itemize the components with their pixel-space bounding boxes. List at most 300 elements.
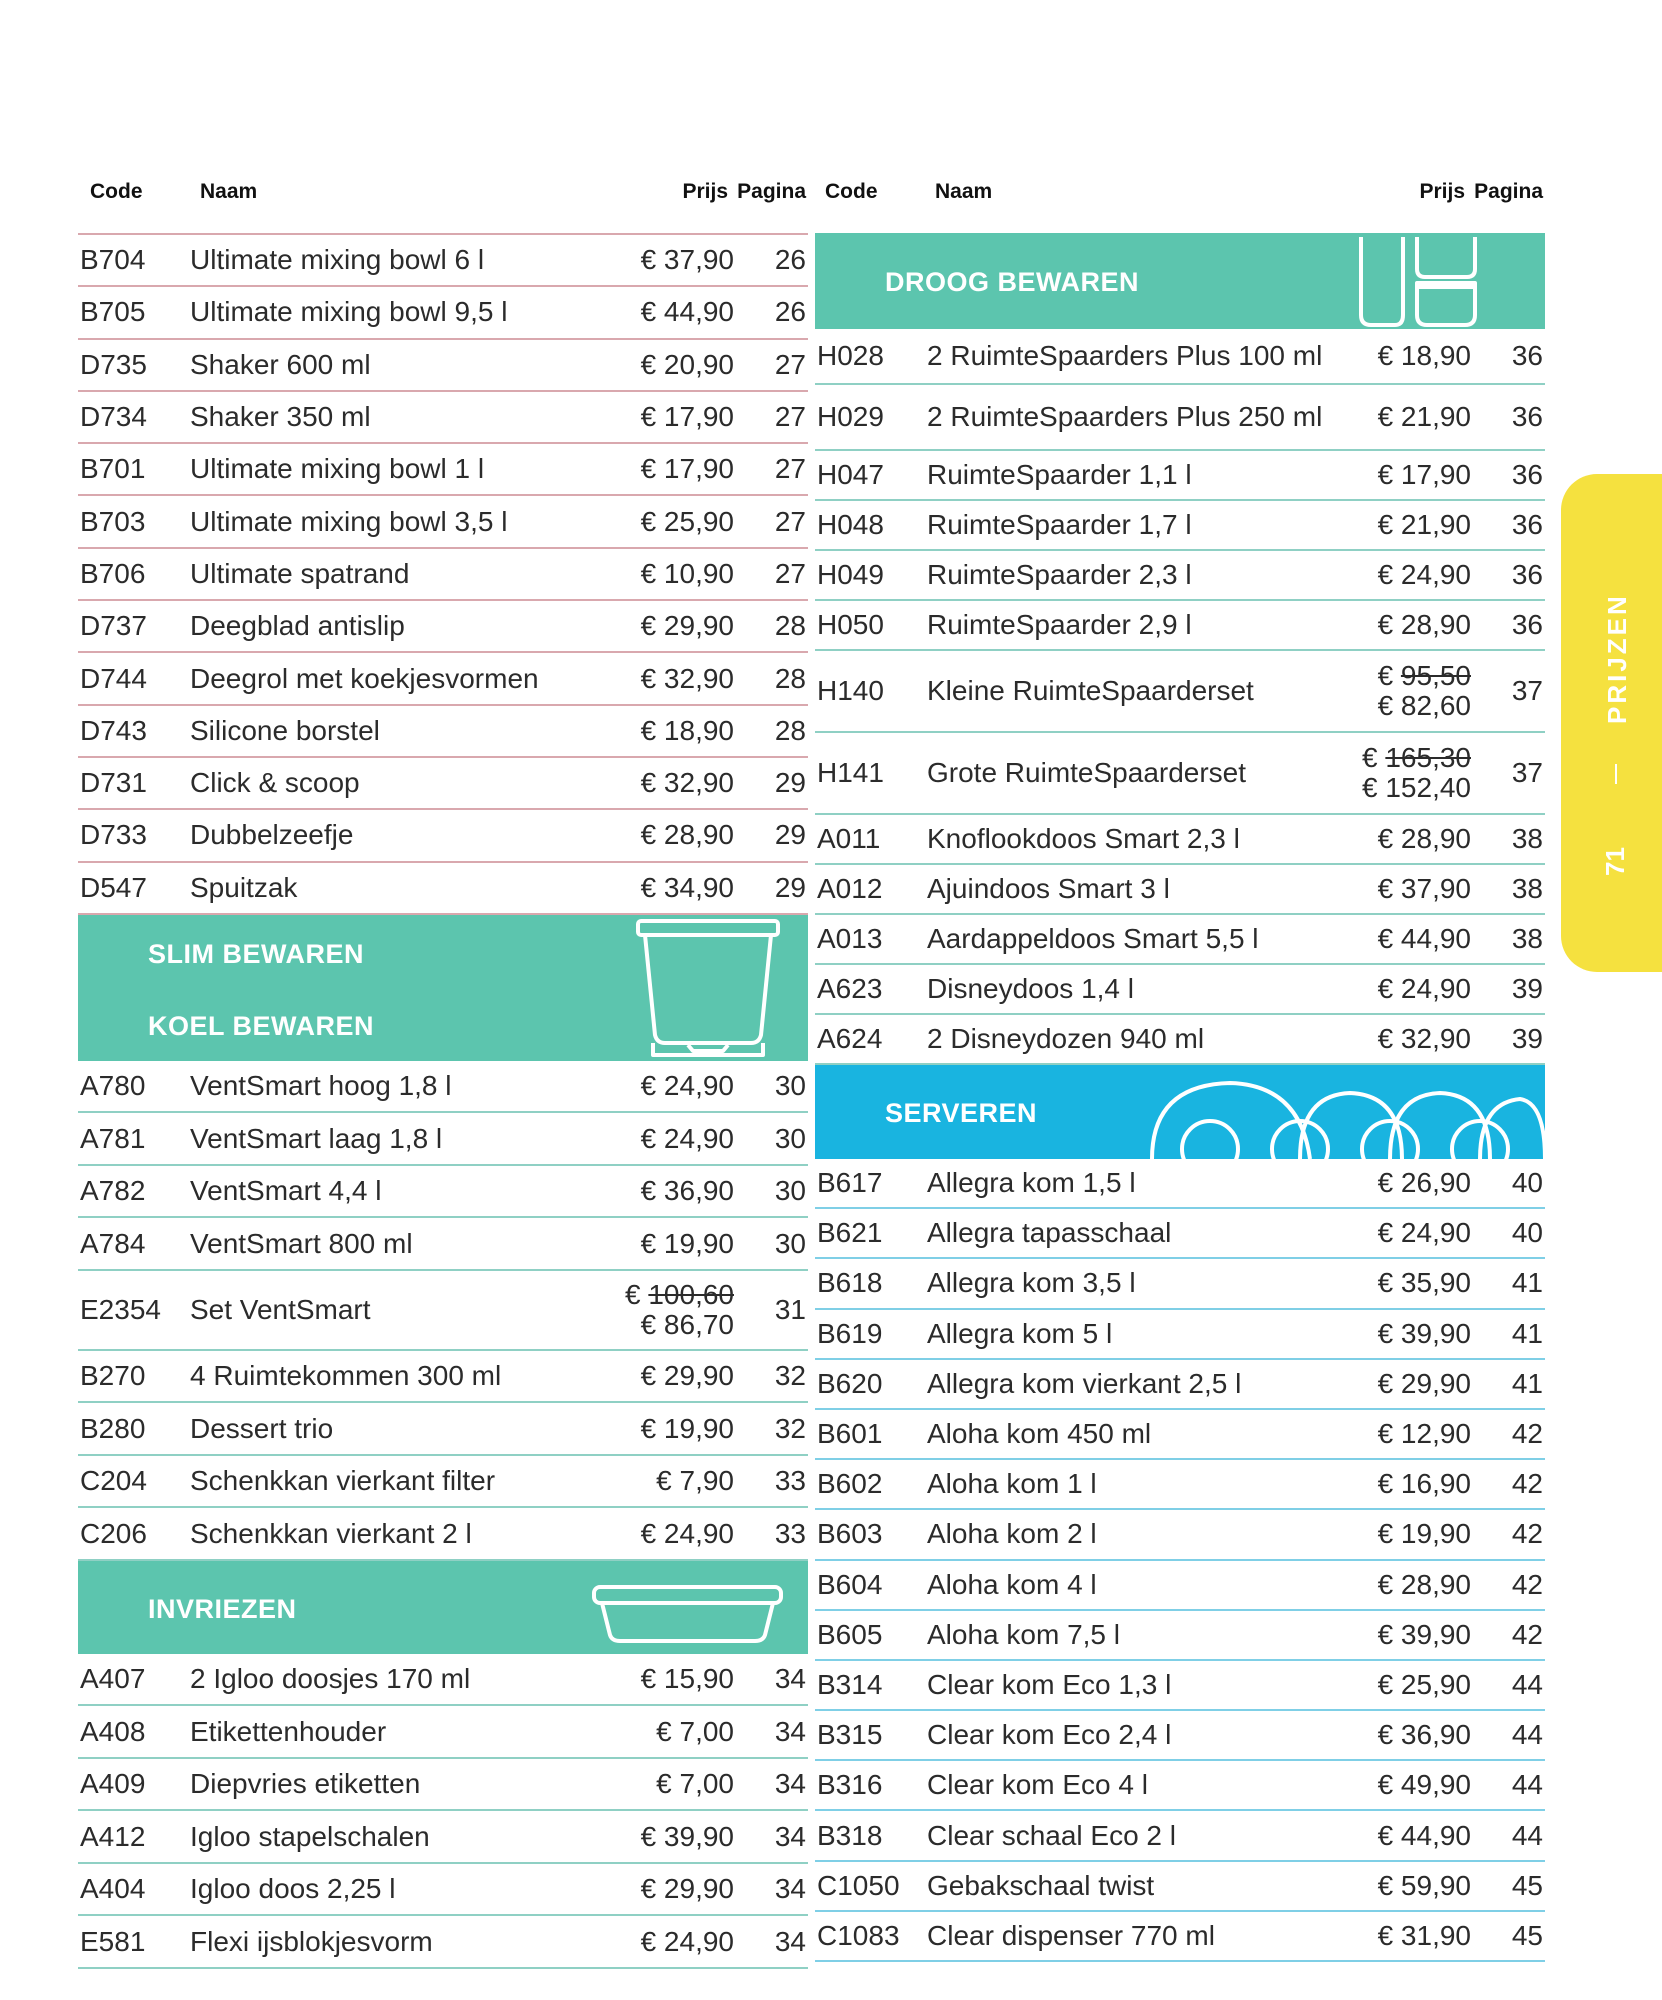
product-name: VentSmart 4,4 l — [190, 1175, 382, 1207]
product-name: Allegra kom vierkant 2,5 l — [927, 1367, 1242, 1399]
product-page: 31 — [774, 1293, 806, 1325]
product-price: € 18,90 — [1377, 340, 1471, 371]
product-price: € 24,90 — [640, 1122, 734, 1154]
product-code: B617 — [817, 1167, 883, 1199]
product-page: 26 — [774, 296, 806, 328]
table-row — [815, 1761, 1545, 1811]
product-name: Aloha kom 7,5 l — [927, 1618, 1120, 1650]
product-page: 38 — [1511, 923, 1543, 954]
product-code: H029 — [817, 401, 884, 432]
table-row — [815, 1661, 1545, 1711]
product-name: RuimteSpaarder 1,1 l — [927, 459, 1192, 490]
product-page: 36 — [1511, 509, 1543, 540]
product-code: D547 — [80, 871, 147, 903]
product-code: D743 — [80, 714, 147, 746]
table-row — [78, 1166, 808, 1219]
product-page: 34 — [774, 1715, 806, 1747]
product-page: 27 — [774, 453, 806, 485]
table-row — [815, 1561, 1545, 1611]
product-page: 29 — [774, 819, 806, 851]
product-name: 2 Disneydozen 940 ml — [927, 1023, 1205, 1054]
tab-label: PRIJZEN — [1602, 593, 1632, 724]
product-name: Gebakschaal twist — [927, 1869, 1155, 1901]
table-row — [815, 1259, 1545, 1309]
product-name: Clear kom Eco 1,3 l — [927, 1668, 1172, 1700]
product-page: 41 — [1511, 1267, 1543, 1299]
product-page: 29 — [774, 871, 806, 903]
product-price: € 26,90 — [1377, 1167, 1471, 1199]
product-code: B705 — [80, 296, 146, 328]
product-code: A781 — [80, 1122, 146, 1154]
product-code: B703 — [80, 505, 146, 537]
product-page: 27 — [774, 348, 806, 380]
product-code: E581 — [80, 1925, 146, 1957]
product-price: € 19,90 — [1377, 1518, 1471, 1550]
product-name: RuimteSpaarder 2,3 l — [927, 559, 1192, 590]
product-price: € 18,90 — [640, 714, 734, 746]
product-page: 27 — [774, 505, 806, 537]
product-name: Ultimate spatrand — [190, 557, 410, 589]
product-page: 27 — [774, 401, 806, 433]
product-price: € 39,90 — [640, 1820, 734, 1852]
product-code: B270 — [80, 1360, 146, 1392]
product-page: 26 — [774, 244, 806, 276]
section-invriezen — [78, 1561, 808, 1654]
product-page: 30 — [774, 1070, 806, 1102]
product-code: B620 — [817, 1367, 883, 1399]
product-price: € 21,90 — [1377, 401, 1471, 432]
section-title-invriezen: INVRIEZEN — [148, 1593, 297, 1624]
product-price: € 37,90 — [640, 244, 734, 276]
product-price: € 24,90 — [640, 1070, 734, 1102]
product-price: € 12,90 — [1377, 1418, 1471, 1450]
left-group-koel — [78, 1061, 808, 1561]
product-name: Deegrol met koekjesvormen — [190, 662, 539, 694]
product-code: A407 — [80, 1663, 146, 1695]
product-name: Clear kom Eco 4 l — [927, 1769, 1148, 1801]
product-price: € 17,90 — [640, 453, 734, 485]
product-price: € 7,00 — [656, 1715, 734, 1747]
product-name: Spuitzak — [190, 871, 298, 903]
product-code: C1083 — [817, 1919, 900, 1951]
product-name: Grote RuimteSpaarderset — [927, 757, 1247, 788]
product-name: Igloo doos 2,25 l — [190, 1873, 396, 1905]
product-page: 41 — [1511, 1317, 1543, 1349]
product-page: 30 — [774, 1175, 806, 1207]
product-page: 33 — [774, 1465, 806, 1497]
header-code: Code — [90, 180, 143, 203]
table-row — [815, 1912, 1545, 1962]
product-price: € 29,90 — [640, 1360, 734, 1392]
product-code: D734 — [80, 401, 147, 433]
product-page: 30 — [774, 1122, 806, 1154]
product-code: C206 — [80, 1517, 147, 1549]
table-row — [815, 733, 1545, 815]
table-row — [815, 1209, 1545, 1259]
product-code: E2354 — [80, 1293, 161, 1325]
product-price: € 35,90 — [1377, 1267, 1471, 1299]
product-code: A412 — [80, 1820, 146, 1852]
product-name: Aloha kom 450 ml — [927, 1418, 1152, 1450]
product-code: B604 — [817, 1568, 883, 1600]
product-code: A623 — [817, 973, 883, 1004]
left-price-column — [78, 180, 808, 1969]
product-price: € 29,90 — [640, 1873, 734, 1905]
right-group-droog — [815, 329, 1545, 1065]
product-name: Kleine RuimteSpaarderset — [927, 675, 1254, 706]
product-name: VentSmart hoog 1,8 l — [190, 1070, 452, 1102]
product-code: B601 — [817, 1418, 883, 1450]
product-page: 44 — [1511, 1819, 1543, 1851]
table-row — [815, 1862, 1545, 1912]
product-page: 38 — [1511, 823, 1543, 854]
product-name: Aloha kom 1 l — [927, 1468, 1097, 1500]
table-row — [78, 1113, 808, 1166]
product-code: A408 — [80, 1715, 146, 1747]
product-name: Clear kom Eco 2,4 l — [927, 1719, 1172, 1751]
product-price: € 28,90 — [640, 819, 734, 851]
table-row — [78, 1456, 808, 1509]
product-code: B621 — [817, 1217, 883, 1249]
table-row — [815, 965, 1545, 1015]
table-row — [78, 706, 808, 758]
old-price-line: € 95,50 — [1377, 660, 1471, 691]
product-page: 32 — [774, 1412, 806, 1444]
product-page: 38 — [1511, 873, 1543, 904]
product-price — [625, 1280, 734, 1340]
header-prijs: Prijs — [682, 180, 728, 203]
table-row — [815, 1611, 1545, 1661]
table-row — [78, 863, 808, 915]
old-price-line: € 100,60 — [625, 1278, 734, 1310]
product-name: Diepvries etiketten — [190, 1768, 421, 1800]
table-row — [78, 1403, 808, 1456]
table-row — [815, 601, 1545, 651]
product-code: A782 — [80, 1175, 146, 1207]
product-price: € 39,90 — [1377, 1618, 1471, 1650]
tab-divider — [1615, 764, 1617, 784]
table-row — [78, 1218, 808, 1271]
product-page: 37 — [1511, 675, 1543, 706]
container-icon — [633, 917, 783, 1059]
product-price: € 21,90 — [1377, 509, 1471, 540]
product-page: 34 — [774, 1873, 806, 1905]
product-code: B603 — [817, 1518, 883, 1550]
product-page: 42 — [1511, 1418, 1543, 1450]
product-code: H050 — [817, 609, 884, 640]
old-price-line: € 165,30 — [1362, 742, 1471, 773]
product-code: A012 — [817, 873, 883, 904]
product-name: Ultimate mixing bowl 6 l — [190, 244, 485, 276]
product-name: Allegra tapasschaal — [927, 1217, 1172, 1249]
product-name: Disneydoos 1,4 l — [927, 973, 1135, 1004]
product-name: Click & scoop — [190, 767, 360, 799]
product-page: 41 — [1511, 1367, 1543, 1399]
header-code: Code — [825, 180, 878, 203]
table-row — [815, 1460, 1545, 1510]
product-page: 27 — [774, 557, 806, 589]
product-price: € 7,90 — [656, 1465, 734, 1497]
product-code: H049 — [817, 559, 884, 590]
table-row — [815, 1811, 1545, 1861]
product-code: A784 — [80, 1227, 146, 1259]
product-price: € 28,90 — [1377, 609, 1471, 640]
product-page: 36 — [1511, 559, 1543, 590]
product-price: € 16,90 — [1377, 1468, 1471, 1500]
product-code: B318 — [817, 1819, 883, 1851]
product-name: VentSmart laag 1,8 l — [190, 1122, 443, 1154]
table-row — [815, 815, 1545, 865]
product-code: A624 — [817, 1023, 883, 1054]
table-row — [78, 287, 808, 339]
product-code: B706 — [80, 557, 146, 589]
page-number: 71 — [1599, 847, 1630, 876]
product-price: € 28,90 — [1377, 823, 1471, 854]
product-price: € 24,90 — [1377, 1217, 1471, 1249]
product-price: € 44,90 — [1377, 923, 1471, 954]
product-name: Knoflookdoos Smart 2,3 l — [927, 823, 1240, 854]
product-page: 36 — [1511, 401, 1543, 432]
section-serveren — [815, 1065, 1545, 1159]
product-page: 30 — [774, 1227, 806, 1259]
product-code: D737 — [80, 610, 147, 642]
product-page: 44 — [1511, 1719, 1543, 1751]
product-name: Shaker 600 ml — [190, 348, 371, 380]
product-page: 36 — [1511, 340, 1543, 371]
product-price: € 37,90 — [1377, 873, 1471, 904]
product-page: 37 — [1511, 757, 1543, 788]
table-row — [815, 1360, 1545, 1410]
product-price: € 24,90 — [640, 1517, 734, 1549]
new-price: € 152,40 — [1362, 772, 1471, 803]
product-price: € 29,90 — [1377, 1367, 1471, 1399]
table-row — [78, 392, 808, 444]
table-row — [78, 1811, 808, 1864]
section-title-serveren: SERVEREN — [885, 1098, 1038, 1128]
table-row — [78, 1508, 808, 1561]
product-page: 44 — [1511, 1668, 1543, 1700]
table-row — [78, 340, 808, 392]
product-code: H141 — [817, 757, 884, 788]
product-page: 36 — [1511, 609, 1543, 640]
product-code: H140 — [817, 675, 884, 706]
product-name: Ultimate mixing bowl 9,5 l — [190, 296, 508, 328]
product-code: B605 — [817, 1618, 883, 1650]
table-row — [78, 1061, 808, 1114]
table-row — [78, 810, 808, 862]
section-title-koel: KOEL BEWAREN — [148, 1010, 375, 1041]
bowls-icon — [1150, 1073, 1545, 1159]
product-code: D733 — [80, 819, 147, 851]
product-price: € 44,90 — [1377, 1819, 1471, 1851]
product-code: D744 — [80, 662, 147, 694]
table-row — [78, 758, 808, 810]
product-page: 34 — [774, 1820, 806, 1852]
product-name: RuimteSpaarder 2,9 l — [927, 609, 1192, 640]
product-name: Schenkkan vierkant 2 l — [190, 1517, 472, 1549]
right-price-column — [815, 180, 1545, 1962]
product-page: 42 — [1511, 1468, 1543, 1500]
product-page: 39 — [1511, 973, 1543, 1004]
product-price: € 59,90 — [1377, 1869, 1471, 1901]
product-page: 34 — [774, 1663, 806, 1695]
product-page: 40 — [1511, 1217, 1543, 1249]
old-price: 165,30 — [1385, 742, 1471, 773]
side-tab — [1561, 474, 1662, 972]
product-price: € 17,90 — [1377, 459, 1471, 490]
product-code: A780 — [80, 1070, 146, 1102]
product-code: H047 — [817, 459, 884, 490]
table-row — [78, 653, 808, 705]
old-price: 100,60 — [648, 1278, 734, 1310]
header-pagina: Pagina — [1474, 180, 1543, 203]
product-name: Ultimate mixing bowl 1 l — [190, 453, 485, 485]
product-price — [1362, 743, 1471, 803]
table-row — [815, 501, 1545, 551]
product-code: C1050 — [817, 1869, 900, 1901]
new-price: € 86,70 — [640, 1308, 734, 1340]
product-name: 2 RuimteSpaarders Plus 250 ml — [927, 401, 1323, 432]
product-code: B619 — [817, 1317, 883, 1349]
product-page: 44 — [1511, 1769, 1543, 1801]
product-name: Dessert trio — [190, 1412, 334, 1444]
product-name: Ajuindoos Smart 3 l — [927, 873, 1170, 904]
product-name: Dubbelzeefje — [190, 819, 354, 851]
product-price — [1378, 661, 1471, 721]
product-code: H028 — [817, 340, 884, 371]
product-price: € 36,90 — [640, 1175, 734, 1207]
product-code: D731 — [80, 767, 147, 799]
table-row — [78, 1759, 808, 1812]
product-code: B315 — [817, 1719, 883, 1751]
product-name: Ultimate mixing bowl 3,5 l — [190, 505, 508, 537]
table-row — [78, 1706, 808, 1759]
product-name: Aloha kom 4 l — [927, 1568, 1097, 1600]
header-naam: Naam — [200, 180, 258, 203]
product-name: Igloo stapelschalen — [190, 1820, 430, 1852]
product-page: 36 — [1511, 459, 1543, 490]
section-title-slim: SLIM BEWAREN — [148, 938, 365, 969]
product-name: Deegblad antislip — [190, 610, 405, 642]
product-price: € 49,90 — [1377, 1769, 1471, 1801]
table-row — [815, 329, 1545, 385]
product-name: Allegra kom 1,5 l — [927, 1167, 1136, 1199]
product-name: RuimteSpaarder 1,7 l — [927, 509, 1192, 540]
product-price: € 29,90 — [640, 610, 734, 642]
product-page: 42 — [1511, 1568, 1543, 1600]
table-row — [815, 551, 1545, 601]
product-page: 28 — [774, 662, 806, 694]
product-page: 33 — [774, 1517, 806, 1549]
product-code: A011 — [817, 823, 881, 854]
product-code: B314 — [817, 1668, 883, 1700]
product-name: Clear schaal Eco 2 l — [927, 1819, 1177, 1851]
product-page: 32 — [774, 1360, 806, 1392]
product-page: 28 — [774, 714, 806, 746]
product-code: B618 — [817, 1267, 883, 1299]
product-page: 45 — [1511, 1919, 1543, 1951]
product-code: C204 — [80, 1465, 147, 1497]
product-code: A404 — [80, 1873, 146, 1905]
table-row — [78, 496, 808, 548]
product-price: € 28,90 — [1377, 1568, 1471, 1600]
table-row — [815, 451, 1545, 501]
table-row — [78, 549, 808, 601]
product-price: € 19,90 — [640, 1227, 734, 1259]
product-code: B701 — [80, 453, 146, 485]
table-row — [78, 235, 808, 287]
product-name: Aloha kom 2 l — [927, 1518, 1097, 1550]
table-row — [78, 1654, 808, 1707]
product-name: Clear dispenser 770 ml — [927, 1919, 1215, 1951]
product-code: A409 — [80, 1768, 146, 1800]
left-group-invriezen — [78, 1654, 808, 1969]
product-price: € 24,90 — [1377, 973, 1471, 1004]
header-prijs: Prijs — [1419, 180, 1465, 203]
product-code: A013 — [817, 923, 883, 954]
header-naam: Naam — [935, 180, 993, 203]
product-code: B316 — [817, 1769, 883, 1801]
table-row — [78, 1864, 808, 1917]
product-name: Schenkkan vierkant filter — [190, 1465, 496, 1497]
product-page: 39 — [1511, 1023, 1543, 1054]
left-group-bakken — [78, 235, 808, 915]
storage-containers-icon — [1355, 235, 1480, 327]
product-price: € 7,00 — [656, 1768, 734, 1800]
header-pagina: Pagina — [737, 180, 806, 203]
product-price: € 34,90 — [640, 871, 734, 903]
table-row — [815, 915, 1545, 965]
table-row — [815, 1015, 1545, 1065]
table-row — [815, 1510, 1545, 1560]
product-name: VentSmart 800 ml — [190, 1227, 413, 1259]
product-price: € 25,90 — [640, 505, 734, 537]
old-price: 95,50 — [1400, 660, 1471, 691]
product-page: 42 — [1511, 1518, 1543, 1550]
product-name: Set VentSmart — [190, 1293, 371, 1325]
product-name: 2 Igloo doosjes 170 ml — [190, 1663, 471, 1695]
table-row — [815, 385, 1545, 451]
product-page: 34 — [774, 1768, 806, 1800]
table-row — [815, 1159, 1545, 1209]
right-group-serveren — [815, 1159, 1545, 1962]
product-name: Shaker 350 ml — [190, 401, 371, 433]
product-name: 2 RuimteSpaarders Plus 100 ml — [927, 340, 1323, 371]
table-row — [78, 444, 808, 496]
product-price: € 20,90 — [640, 348, 734, 380]
new-price: € 82,60 — [1377, 690, 1471, 721]
product-name: Allegra kom 5 l — [927, 1317, 1113, 1349]
section-title-droog: DROOG BEWAREN — [885, 267, 1140, 297]
table-row — [78, 1271, 808, 1351]
section-droog-bewaren — [815, 233, 1545, 329]
left-table-header — [78, 180, 808, 232]
product-page: 28 — [774, 610, 806, 642]
product-code: H048 — [817, 509, 884, 540]
table-row — [78, 1351, 808, 1404]
product-name: Aardappeldoos Smart 5,5 l — [927, 923, 1259, 954]
product-price: € 44,90 — [640, 296, 734, 328]
product-name: Allegra kom 3,5 l — [927, 1267, 1136, 1299]
right-table-header — [815, 180, 1545, 232]
product-code: B704 — [80, 244, 146, 276]
product-price: € 39,90 — [1377, 1317, 1471, 1349]
section-slim-koel-bewaren — [78, 915, 808, 1061]
table-row — [815, 651, 1545, 733]
product-page: 42 — [1511, 1618, 1543, 1650]
product-price: € 17,90 — [640, 401, 734, 433]
table-row — [815, 1711, 1545, 1761]
